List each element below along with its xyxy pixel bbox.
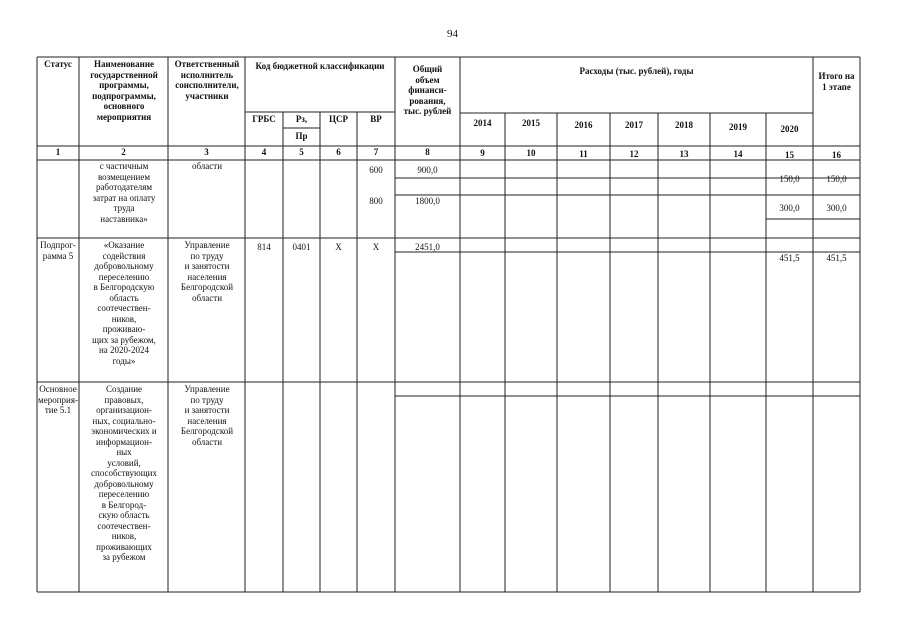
sub5-total: 2451,0 (415, 242, 440, 252)
sub5-itogo: 451,5 (826, 253, 847, 263)
column-number: 8 (425, 147, 430, 157)
sub5-name: «Оказание содействия добровольному переселению в Белгородскую область соотечествен- ников, проживаю- щих за рубежом, на 2020-2024 годы» (92, 240, 156, 366)
header-vr: ВР (370, 114, 382, 124)
header-year: 2016 (574, 120, 593, 130)
cont-row-vr-a: 600 (369, 165, 383, 175)
header-year: 2020 (780, 124, 799, 134)
column-number: 13 (679, 149, 689, 159)
header-budget-code: Код бюджетной классификации (255, 61, 385, 71)
cont-row-2020-b: 300,0 (779, 203, 800, 213)
column-number: 2 (121, 147, 126, 157)
page-number: 94 (447, 28, 458, 40)
m51-status: Основное мероприя- тие 5.1 (38, 384, 78, 415)
sub5-grbs: 814 (257, 242, 271, 252)
sub5-responsible: Управление по труду и занятости населения Белгородской области (180, 240, 234, 303)
column-number: 15 (785, 150, 794, 160)
column-number: 4 (261, 147, 267, 157)
header-year: 2014 (473, 118, 492, 128)
column-number: 10 (526, 148, 536, 158)
cont-row-2020-a: 150,0 (779, 174, 800, 184)
header-csr: ЦСР (329, 114, 348, 124)
m51-name: Создание правовых, организацион- ных, социально- экономических и информацион- ных условий, способствующих добровольному переселению в Белгород- скую область соотечествен- ников, проживающих за рубежом (91, 384, 157, 562)
cont-row-responsible: области (191, 161, 223, 171)
header-year: 2017 (625, 120, 643, 130)
column-number: 14 (733, 149, 743, 159)
header-rz: Рз, (295, 114, 308, 124)
header-status: Статус (44, 59, 72, 69)
cont-row-name: с частичным возмещением работодателям затрат на оплату труда наставника» (92, 161, 156, 224)
sub5-status: Подпрог- рамма 5 (40, 240, 76, 261)
column-number: 9 (480, 148, 485, 158)
cont-row-total-a: 900,0 (417, 165, 438, 175)
header-program-name: Наименование государственной программы, подпрограммы, основного мероприятия (90, 59, 158, 122)
cont-row-vr-b: 800 (369, 196, 383, 206)
cont-row-itogo-a: 150,0 (826, 174, 847, 184)
header-responsible: Ответственный исполнитель соисполнители, участники (174, 59, 240, 101)
column-number: 11 (579, 149, 588, 159)
column-number: 1 (55, 147, 61, 157)
header-expenses: Расходы (тыс. рублей), годы (579, 66, 694, 76)
column-number: 3 (204, 147, 209, 157)
column-number: 12 (629, 149, 639, 159)
cont-row-total-b: 1800,0 (415, 196, 440, 206)
cont-row-itogo-b: 300,0 (826, 203, 847, 213)
header-year: 2018 (675, 120, 693, 130)
m51-responsible: Управление по труду и занятости населения Белгородской области (180, 384, 234, 447)
sub5-2020: 451,5 (779, 253, 800, 263)
header-itogo: Итого на 1 этапе (818, 71, 855, 92)
sub5-rzpr: 0401 (292, 242, 311, 252)
sub5-vr: Х (372, 242, 380, 252)
header-year: 2015 (522, 118, 540, 128)
header-grbs: ГРБС (252, 114, 276, 124)
column-number: 5 (299, 147, 304, 157)
column-number: 6 (336, 147, 341, 157)
column-number: 16 (832, 150, 841, 160)
header-pr: Пр (295, 131, 308, 141)
sub5-csr: Х (335, 242, 342, 252)
column-number: 7 (373, 147, 379, 157)
header-year: 2019 (729, 122, 747, 132)
header-total-volume: Общий объем финанси- рования, тыс. рублей (403, 64, 452, 116)
